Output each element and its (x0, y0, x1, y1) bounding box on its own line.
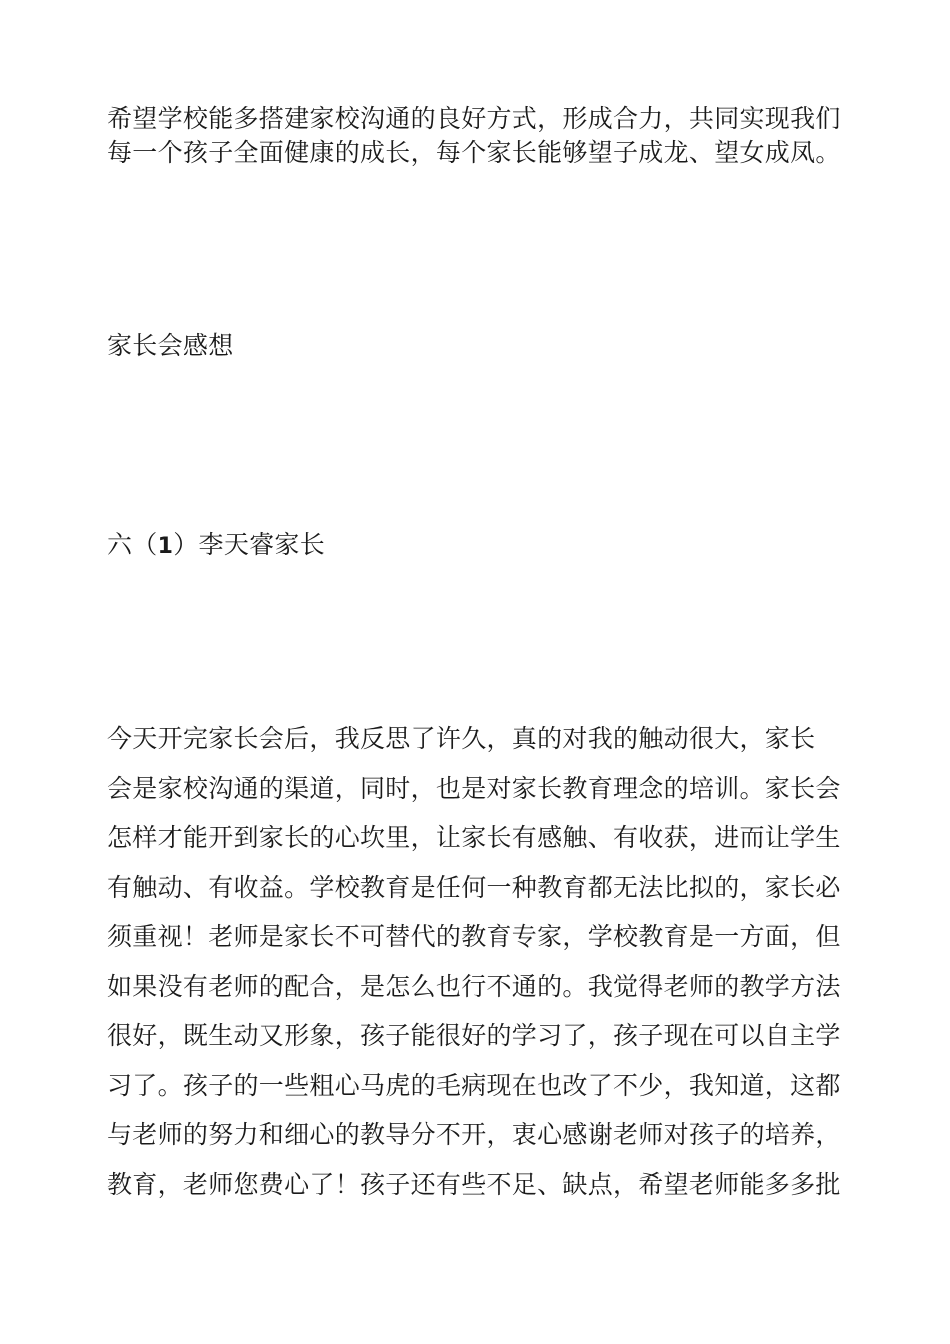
body-line: 很好，既生动又形象，孩子能很好的学习了，孩子现在可以自主学 (107, 1021, 841, 1050)
intro-line: 每一个孩子全面健康的成长，每个家长能够望子成龙、望女成凤。 (107, 138, 841, 167)
author-text (107, 528, 852, 564)
class-number: 1 (157, 534, 174, 559)
body-line: 须重视！老师是家长不可替代的教育专家，学校教育是一方面，但 (107, 922, 841, 951)
body-line: 如果没有老师的配合，是怎么也行不通的。我觉得老师的教学方法 (107, 971, 841, 1001)
intro-line: 希望学校能多搭建家校沟通的良好方式，形成合力，共同实现我们 (107, 104, 841, 133)
body-line: 习了。孩子的一些粗心马虎的毛病现在也改了不少，我知道，这都 (107, 1070, 841, 1100)
author-line (107, 528, 852, 564)
body-line: 教育，老师您费心了！孩子还有些不足、缺点，希望老师能多多批 (107, 1169, 841, 1199)
body-line: 会是家校沟通的渠道，同时，也是对家长教育理念的培训。家长会 (107, 773, 841, 803)
author-suffix: ）李天睿家长 (173, 530, 326, 559)
section-heading (107, 329, 852, 363)
body-paragraph (107, 722, 852, 1217)
author-prefix: 六（ (107, 530, 158, 559)
body-line: 有触动、有收益。学校教育是任何一种教育都无法比拟的，家长必 (107, 872, 841, 902)
body-line: 今天开完家长会后，我反思了许久，真的对我的触动很大，家长 (107, 724, 816, 753)
heading-title: 家长会感想 (107, 331, 234, 360)
body-line: 怎样才能开到家长的心坎里，让家长有感触、有收获，进而让学生 (107, 823, 841, 852)
intro-paragraph (107, 102, 852, 170)
body-line: 与老师的努力和细心的教导分不开，衷心感谢老师对孩子的培养， (107, 1120, 841, 1149)
